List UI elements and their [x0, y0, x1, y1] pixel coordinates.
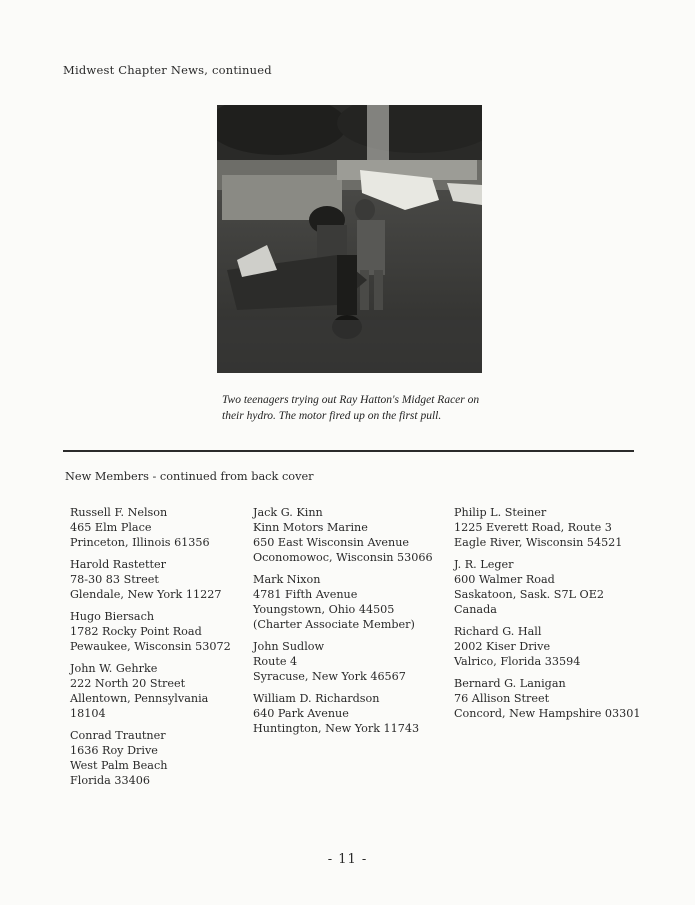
member-entry [70, 661, 240, 721]
section-heading: New Members - continued from back cover [65, 470, 314, 483]
member-address-line: Pewaukee, Wisconsin 53072 [70, 640, 231, 653]
member-name: Hugo Biersach [70, 610, 155, 623]
photo-boat-icon [217, 105, 482, 373]
member-name: Jack G. Kinn [253, 506, 323, 519]
member-address-line: (Charter Associate Member) [253, 618, 415, 631]
member-entry [70, 728, 240, 788]
member-name: Philip L. Steiner [454, 506, 547, 519]
member-column-1 [70, 505, 240, 795]
page-number: - 11 - [327, 852, 368, 867]
member-entry [253, 505, 448, 565]
member-column-2 [253, 505, 448, 743]
member-address-line: Canada [454, 603, 497, 616]
member-address-line: Syracuse, New York 46567 [253, 670, 406, 683]
member-address-line: 600 Walmer Road [454, 573, 555, 586]
member-address-line: 4781 Fifth Avenue [253, 588, 358, 601]
section-divider [63, 450, 634, 452]
member-name: Conrad Trautner [70, 729, 166, 742]
member-entry [454, 557, 684, 617]
member-address-line: West Palm Beach [70, 759, 168, 772]
member-address-line: Huntington, New York 11743 [253, 722, 420, 735]
member-name: Bernard G. Lanigan [454, 677, 566, 690]
member-name: J. R. Leger [454, 558, 514, 571]
member-address-line: Kinn Motors Marine [253, 521, 368, 534]
member-address-line: Concord, New Hampshire 03301 [454, 707, 641, 720]
member-name: Russell F. Nelson [70, 506, 168, 519]
member-entry [70, 505, 240, 550]
member-entry [253, 572, 448, 632]
member-entry [454, 505, 684, 550]
member-entry [70, 609, 240, 654]
member-address-line: 78-30 83 Street [70, 573, 159, 586]
member-address-line: Princeton, Illinois 61356 [70, 536, 210, 549]
member-name: John Sudlow [253, 640, 325, 653]
member-column-3 [454, 505, 684, 728]
member-name: Richard G. Hall [454, 625, 542, 638]
member-address-line: 465 Elm Place [70, 521, 152, 534]
member-address-line: Youngstown, Ohio 44505 [253, 603, 395, 616]
member-name: Harold Rastetter [70, 558, 166, 571]
member-address-line: 18104 [70, 707, 106, 720]
member-entry [454, 624, 684, 669]
member-address-line: 1225 Everett Road, Route 3 [454, 521, 612, 534]
member-address-line: Oconomowoc, Wisconsin 53066 [253, 551, 433, 564]
photo-caption: Two teenagers trying out Ray Hatton's Midget Racer on their hydro. The motor fired up on the first pull. [222, 394, 480, 422]
member-address-line: 650 East Wisconsin Avenue [253, 536, 410, 549]
member-address-line: 76 Allison Street [454, 692, 550, 705]
member-entry [454, 676, 684, 721]
member-address-line: Glendale, New York 11227 [70, 588, 222, 601]
member-entry [70, 557, 240, 602]
page-header: Midwest Chapter News, continued [63, 63, 272, 77]
member-address-line: Saskatoon, Sask. S7L OE2 [454, 588, 604, 601]
member-address-line: 640 Park Avenue [253, 707, 349, 720]
member-address-line: 2002 Kiser Drive [454, 640, 551, 653]
member-address-line: 1636 Roy Drive [70, 744, 158, 757]
member-address-line: Valrico, Florida 33594 [454, 655, 581, 668]
member-name: Mark Nixon [253, 573, 321, 586]
member-name: William D. Richardson [253, 692, 380, 705]
member-address-line: Florida 33406 [70, 774, 150, 787]
member-name: John W. Gehrke [70, 662, 158, 675]
member-address-line: Route 4 [253, 655, 298, 668]
member-address-line: Allentown, Pennsylvania [70, 692, 209, 705]
member-entry [253, 691, 448, 736]
member-entry [253, 639, 448, 684]
member-address-line: 222 North 20 Street [70, 677, 186, 690]
member-address-line: 1782 Rocky Point Road [70, 625, 202, 638]
member-address-line: Eagle River, Wisconsin 54521 [454, 536, 623, 549]
